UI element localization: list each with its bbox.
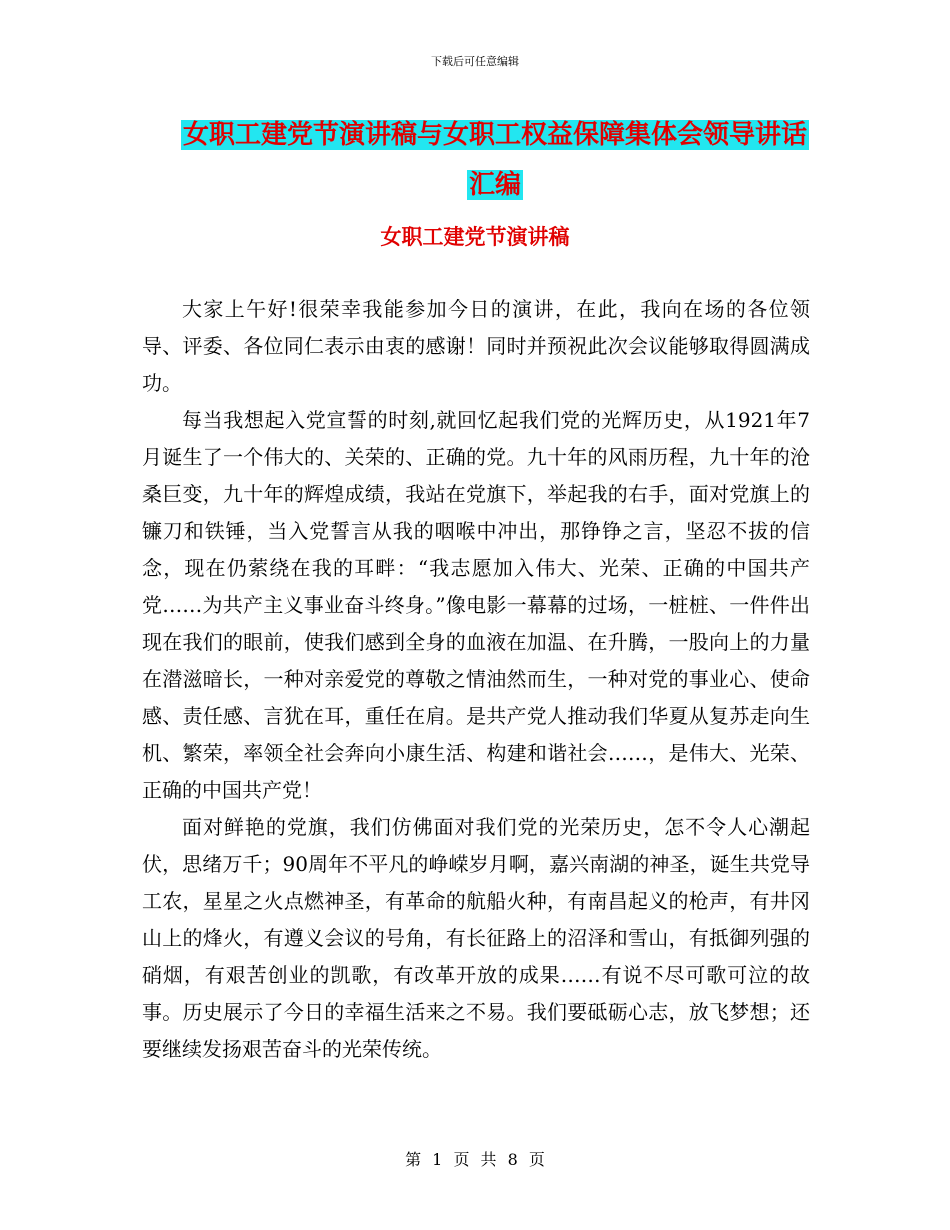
section-title: 女职工建党节演讲稿 [380,225,570,249]
body-text [142,291,810,1068]
paragraph: 每当我想起入党宣誓的时刻,就回忆起我们党的光辉历史，从1921年7月诞生了一个伟大的、关荣的、正确的党。九十年的风雨历程，九十年的沧桑巨变，九十年的辉煌成绩，我站在党旗下，举起我的右手，面对党旗上的镰刀和铁锤，当入党誓言从我的咽喉中冲出，那铮铮之言，坚忍不拔的信念，现在仍萦绕在我的耳畔：“我志愿加入伟大、光荣、正确的中国共产党……为共产主义事业奋斗终身。”像电影一幕幕的过场，一桩桩、一件件出现在我们的眼前，使我们感到全身的血液在加温、在升腾，一股向上的力量在潜滋暗长，一种对亲爱党的尊敬之情油然而生，一种对党的事业心、使命感、责任感、言犹在耳，重任在肩。是共产党人推动我们华夏从复苏走向生机、繁荣，率领全社会奔向小康生活、构建和谐社会……，是伟大、光荣、正确的中国共产党！ [142,408,810,802]
paragraph: 大家上午好!很荣幸我能参加今日的演讲，在此，我向在场的各位领导、评委、各位同仁表示由衷的感谢！同时并预祝此次会议能够取得圆满成功。 [142,297,810,395]
document-title-text: 女职工建党节演讲稿与女职工权益保障集体会领导讲话汇编 [182,120,807,200]
page-header-note: 下载后可任意编辑 [431,55,519,68]
document-title [180,110,810,210]
paragraph: 面对鲜艳的党旗，我们仿佛面对我们党的光荣历史，怎不令人心潮起伏，思绪万千；90周年不平凡的峥嵘岁月啊，嘉兴南湖的神圣，诞生共党导工农，星星之火点燃神圣，有革命的航船火种，有南昌起义的枪声，有井冈山上的烽火，有遵义会议的号角，有长征路上的沼泽和雪山，有抵御列强的硝烟，有艰苦创业的凯歌，有改革开放的成果……有说不尽可歌可泣的故事。历史展示了今日的幸福生活来之不易。我们要砥砺心志，放飞梦想；还要继续发扬艰苦奋斗的光荣传统。 [142,815,810,1061]
page-footer: 第 1 页 共 8 页 [405,1150,545,1169]
